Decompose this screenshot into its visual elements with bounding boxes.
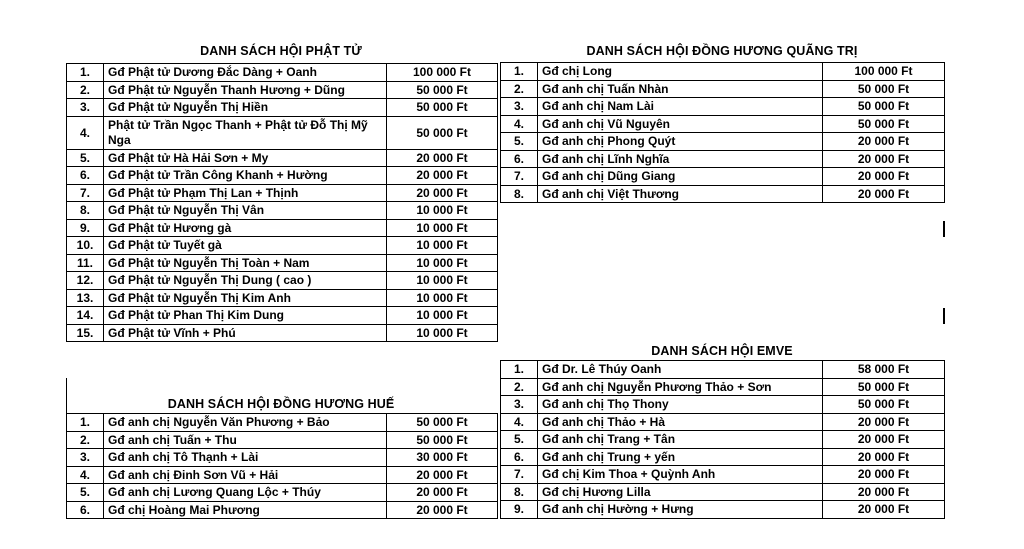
donation-amount: 50 000 Ft [387, 99, 498, 117]
table-row [501, 431, 945, 449]
donation-amount: 20 000 Ft [387, 184, 498, 202]
row-number: 1. [501, 361, 538, 379]
donation-amount: 20 000 Ft [823, 150, 945, 168]
row-number: 2. [67, 431, 104, 449]
donor-name: Gđ chị Kim Thoa + Quỳnh Anh [538, 466, 823, 484]
quang-tri-table [500, 62, 945, 203]
donation-amount: 10 000 Ft [387, 254, 498, 272]
donation-amount: 20 000 Ft [823, 448, 945, 466]
table-row [67, 64, 498, 82]
emve-title: DANH SÁCH HỘI EMVE [651, 344, 793, 358]
donor-name: Gđ Phật tử Nguyễn Thị Vân [104, 202, 387, 220]
donor-name: Gđ Phật tử Dương Đắc Dàng + Oanh [104, 64, 387, 82]
donor-name: Gđ anh chị Phong Quýt [538, 133, 823, 151]
table-row [67, 184, 498, 202]
donation-amount: 50 000 Ft [823, 378, 945, 396]
donation-amount: 20 000 Ft [387, 501, 498, 519]
donation-amount: 10 000 Ft [387, 307, 498, 325]
donor-name: Gđ anh chị Hường + Hưng [538, 501, 823, 519]
donor-name: Gđ anh chị Tô Thạnh + Lài [104, 449, 387, 467]
row-number: 6. [501, 448, 538, 466]
donation-amount: 50 000 Ft [387, 414, 498, 432]
donor-name: Gđ anh chị Vũ Nguyên [538, 115, 823, 133]
donation-amount: 10 000 Ft [387, 202, 498, 220]
donor-name: Gđ Phật tử Nguyễn Thị Dung ( cao ) [104, 272, 387, 290]
right-margin-mark [943, 308, 945, 324]
row-number: 12. [67, 272, 104, 290]
donor-name: Gđ anh chị Thảo + Hà [538, 413, 823, 431]
row-number: 11. [67, 254, 104, 272]
table-row [67, 219, 498, 237]
row-number: 8. [501, 483, 538, 501]
donor-name: Gđ Phật tử Nguyễn Thanh Hương + Dũng [104, 81, 387, 99]
table-row [501, 396, 945, 414]
donation-amount: 20 000 Ft [823, 483, 945, 501]
donation-amount: 50 000 Ft [387, 116, 498, 149]
row-number: 4. [67, 466, 104, 484]
donation-amount: 10 000 Ft [387, 237, 498, 255]
row-number: 6. [501, 150, 538, 168]
row-number: 3. [501, 396, 538, 414]
donor-name: Gđ Phật tử Nguyễn Thị Kim Anh [104, 289, 387, 307]
donation-amount: 50 000 Ft [823, 98, 945, 116]
donation-amount: 20 000 Ft [387, 484, 498, 502]
table-row [501, 168, 945, 186]
row-number: 1. [67, 64, 104, 82]
quang-tri-title: DANH SÁCH HỘI ĐỒNG HƯƠNG QUÃNG TRỊ [586, 44, 858, 58]
row-number: 5. [501, 133, 538, 151]
donation-amount: 50 000 Ft [387, 431, 498, 449]
donor-name: Gđ anh chị Tuấn Nhàn [538, 80, 823, 98]
row-number: 9. [67, 219, 104, 237]
row-number: 2. [501, 80, 538, 98]
donor-name: Phật tử Trần Ngọc Thanh + Phật tử Đỗ Thị Mỹ Nga [104, 116, 387, 149]
row-number: 6. [67, 167, 104, 185]
table-row [67, 289, 498, 307]
row-number: 5. [501, 431, 538, 449]
table-row [501, 448, 945, 466]
donor-name: Gđ anh chị Nam Lài [538, 98, 823, 116]
table-row [501, 80, 945, 98]
row-number: 1. [501, 63, 538, 81]
donation-amount: 50 000 Ft [387, 81, 498, 99]
donor-name: Gđ Phật tử Hương gà [104, 219, 387, 237]
table-row [501, 361, 945, 379]
donation-amount: 20 000 Ft [823, 413, 945, 431]
donation-amount: 20 000 Ft [823, 466, 945, 484]
hue-title: DANH SÁCH HỘI ĐỒNG HƯƠNG HUẾ [167, 397, 395, 411]
donor-name: Gđ chị Hoàng Mai Phương [104, 501, 387, 519]
row-number: 14. [67, 307, 104, 325]
table-row [501, 413, 945, 431]
row-number: 10. [67, 237, 104, 255]
donor-name: Gđ anh chị Lương Quang Lộc + Thúy [104, 484, 387, 502]
donor-name: Gđ Phật tử Phan Thị Kim Dung [104, 307, 387, 325]
row-number: 2. [501, 378, 538, 396]
donor-name: Gđ Phật tử Phạm Thị Lan + Thịnh [104, 184, 387, 202]
donation-amount: 50 000 Ft [823, 396, 945, 414]
donation-amount: 20 000 Ft [387, 466, 498, 484]
row-number: 8. [67, 202, 104, 220]
table-row [501, 466, 945, 484]
table-row [501, 115, 945, 133]
table-row [501, 150, 945, 168]
table-row [501, 483, 945, 501]
donor-name: Gđ Phật tử Nguyễn Thị Toàn + Nam [104, 254, 387, 272]
table-row [67, 149, 498, 167]
donation-amount: 20 000 Ft [823, 133, 945, 151]
donor-name: Gđ anh chị Tuấn + Thu [104, 431, 387, 449]
table-row [67, 449, 498, 467]
table-row [67, 272, 498, 290]
table-row [501, 63, 945, 81]
donor-name: Gđ Phật tử Trần Công Khanh + Hường [104, 167, 387, 185]
table-row [67, 202, 498, 220]
donation-amount: 100 000 Ft [387, 64, 498, 82]
row-number: 5. [67, 149, 104, 167]
donor-name: Gđ anh chị Nguyễn Phương Thảo + Sơn [538, 378, 823, 396]
table-row [67, 99, 498, 117]
table-row [501, 133, 945, 151]
donor-name: Gđ anh chị Lĩnh Nghĩa [538, 150, 823, 168]
donation-amount: 20 000 Ft [823, 431, 945, 449]
donor-name: Gđ Phật tử Nguyễn Thị Hiền [104, 99, 387, 117]
table-row [501, 185, 945, 203]
row-number: 7. [501, 168, 538, 186]
table-row [67, 466, 498, 484]
row-number: 4. [67, 116, 104, 149]
donation-amount: 10 000 Ft [387, 289, 498, 307]
donation-amount: 10 000 Ft [387, 324, 498, 342]
donation-amount: 20 000 Ft [387, 149, 498, 167]
hue-table [66, 413, 498, 519]
row-number: 4. [501, 115, 538, 133]
table-row [67, 431, 498, 449]
donor-name: Gđ anh chị Thọ Thony [538, 396, 823, 414]
donor-name: Gđ anh chị Trung + yến [538, 448, 823, 466]
table-row [501, 501, 945, 519]
donation-amount: 20 000 Ft [823, 501, 945, 519]
donor-name: Gđ anh chị Việt Thương [538, 185, 823, 203]
table-row [67, 254, 498, 272]
donor-name: Gđ Phật tử Tuyết gà [104, 237, 387, 255]
table-row [67, 116, 498, 149]
donation-amount: 10 000 Ft [387, 219, 498, 237]
row-number: 3. [67, 449, 104, 467]
row-number: 13. [67, 289, 104, 307]
table-row [67, 501, 498, 519]
table-row [67, 167, 498, 185]
table-row [67, 414, 498, 432]
row-number: 15. [67, 324, 104, 342]
emve-table [500, 360, 945, 519]
table-row [67, 484, 498, 502]
row-number: 3. [501, 98, 538, 116]
donor-name: Gđ anh chị Đinh Sơn Vũ + Hải [104, 466, 387, 484]
table-row [501, 378, 945, 396]
donation-amount: 30 000 Ft [387, 449, 498, 467]
donor-name: Gđ chị Hương Lilla [538, 483, 823, 501]
donation-amount: 50 000 Ft [823, 80, 945, 98]
donation-amount: 20 000 Ft [823, 185, 945, 203]
donor-name: Gđ Phật tử Hà Hải Sơn + My [104, 149, 387, 167]
donation-amount: 20 000 Ft [823, 168, 945, 186]
phat-tu-table [66, 63, 498, 342]
donor-name: Gđ Dr. Lê Thúy Oanh [538, 361, 823, 379]
row-number: 1. [67, 414, 104, 432]
row-number: 4. [501, 413, 538, 431]
donation-amount: 100 000 Ft [823, 63, 945, 81]
donation-amount: 50 000 Ft [823, 115, 945, 133]
row-number: 5. [67, 484, 104, 502]
right-margin-mark [943, 221, 945, 237]
row-number: 7. [67, 184, 104, 202]
row-number: 6. [67, 501, 104, 519]
donation-amount: 10 000 Ft [387, 272, 498, 290]
table-row [67, 307, 498, 325]
donor-name: Gđ anh chị Dũng Giang [538, 168, 823, 186]
donation-amount: 58 000 Ft [823, 361, 945, 379]
donor-name: Gđ anh chị Nguyễn Văn Phương + Bảo [104, 414, 387, 432]
table-row [501, 98, 945, 116]
phat-tu-title: DANH SÁCH HỘI PHẬT TỬ [200, 44, 362, 58]
table-row [67, 237, 498, 255]
donor-name: Gđ anh chị Trang + Tân [538, 431, 823, 449]
donation-amount: 20 000 Ft [387, 167, 498, 185]
row-number: 9. [501, 501, 538, 519]
donor-name: Gđ chị Long [538, 63, 823, 81]
table-row [67, 81, 498, 99]
row-number: 2. [67, 81, 104, 99]
row-number: 3. [67, 99, 104, 117]
row-number: 7. [501, 466, 538, 484]
table-row [67, 324, 498, 342]
row-number: 8. [501, 185, 538, 203]
donor-name: Gđ Phật tử Vĩnh + Phú [104, 324, 387, 342]
